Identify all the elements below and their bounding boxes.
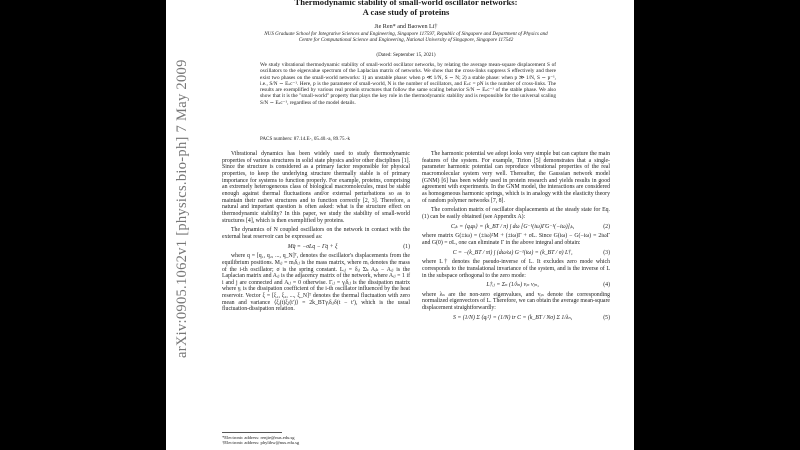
paragraph: The harmonic potential we adopt looks very simple but can capture the main features of the system. For example, Tirion [5] demonstrates that a single-parameter harmonic potential can reproduce vibrational properties of the real macromolecular system very well. Thereafter, the Gaussian network model (GNM) [6] has been widely used in protein research and yields results in good agreement with experiments. In the GNM model, the interactions are considered as homogeneous harmonic springs, which is in analogy with the elasticity theory of random polymer networks [7, 8]. bbox=[422, 151, 610, 204]
paragraph: where λₙ are the non-zero eigenvalues, and vᵢₙ denote the corresponding normalized eigenvectors of L. Therefore, we can obtain the average mean-square displacement straightforwardly: bbox=[422, 291, 610, 312]
left-column bbox=[222, 151, 410, 316]
right-column bbox=[422, 151, 610, 324]
paragraph: The dynamics of N coupled oscillators on the network in contact with the external heat reservoir can be expressed as: bbox=[222, 227, 410, 240]
equation-4 bbox=[422, 282, 610, 289]
paper-page bbox=[166, 0, 634, 450]
title-line-1: Thermodynamic stability of small-world oscillator networks: bbox=[294, 0, 518, 7]
equation-text: Cᵢₖ = ⟨qᵢqₖ⟩ = (k_BT / π) ∫ dω [G⁻¹(iω)ΓG⁻¹(−iω)]ᵢₖ, bbox=[450, 223, 575, 230]
equation-number: (1) bbox=[403, 243, 410, 250]
equation-text: Mq̈ = −σLq − Γq̇ + ξ bbox=[287, 243, 338, 250]
paragraph: where q = [q₁, q₂, ..., q_N]ᵀ, denotes the oscillator's displacements from the equilibrium positions. Mᵢⱼ = mᵢδᵢⱼ is the mass matrix, where mᵢ denotes the mass of the i-th oscillator; σ is the spring constant. Lᵢⱼ = δᵢⱼ Σₖ Aᵢₖ − Aᵢⱼ is the Laplacian matrix and Aᵢⱼ is the adjacency matrix of the network, where Aᵢⱼ = 1 if i and j are connected and Aᵢⱼ = 0 otherwise. Γᵢⱼ = γᵢδᵢⱼ is the dissipation matrix where γᵢ is the dissipation coefficient of the i-th oscillator influenced by the heat reservoir. Vector ξ = [ξ₁, ξ₂, ..., ξ_N]ᵀ denotes the thermal fluctuation with zero mean and variance ⟨ξᵢ(t)ξⱼ(t′)⟩ = 2k_BTγᵢδᵢⱼδ(t − t′), which is the usual fluctuation-dissipation relation. bbox=[222, 253, 410, 313]
footnote-1: *Electronic address: renjie@nus.edu.sg bbox=[222, 435, 295, 440]
equation-number: (4) bbox=[603, 282, 610, 289]
title-line-2: A case study of proteins bbox=[362, 7, 450, 17]
pacs-numbers: PACS numbers: 87.14.E-, 05.40.-a, 89.75.-k bbox=[260, 136, 351, 142]
equation-3 bbox=[422, 250, 610, 257]
arxiv-stamp: arXiv:0905.1062v1 [physics.bio-ph] 7 May 2009 bbox=[174, 59, 190, 358]
authors: Jie Ren* and Baowen Li† bbox=[374, 24, 438, 30]
affiliation: NUS Graduate School for Integrative Sciences and Engineering, Singapore 117597, Republic of Singapore and Department of Physics and Centre for Computational Science and Engineering, National University of Singapore, Singapore 117542 bbox=[264, 31, 548, 44]
equation-number: (3) bbox=[603, 249, 610, 256]
abstract: We study vibrational thermodynamic stability of small-world oscillator networks, by relating the average mean-square displacement S of oscillators to the eigenvalue spectrum of the Laplacian matrix of networks. We show that the cross-links suppress S effectively and there exist two phases on the small-world networks: 1) an unstable phase: when p ≪ 1/N, S ∼ N; 2) a stable phase: when p ≫ 1/N, S ∼ p⁻¹, i.e., S/N ∼ Eₛc⁻¹. Here, p is the parameter of small-world, N is the number of oscillators, and Eₛc = pN is the number of cross-links. The results are exemplified by various real protein structures that follow the same scaling behavior S/N ∼ Eₛc⁻¹ of the stable phase. We also show that it is the "small-world" property that plays the key role in the thermodynamic stability and is responsible for the universal scaling S/N ∼ Eₛc⁻¹, regardless of the model details. bbox=[260, 62, 556, 106]
equation-text: C = −(k_BT / πi) ∫ (dω/ω) G⁻¹(iω) = (k_BT / σ) L†, bbox=[452, 249, 573, 256]
paper-title bbox=[256, 0, 556, 17]
equation-number: (5) bbox=[603, 314, 610, 321]
equation-2 bbox=[422, 224, 610, 231]
date: (Dated: September 15, 2021) bbox=[376, 52, 436, 58]
paragraph: where matrix G(±iω) = (±iω)²M + (±iω)Γ + σL. Since G(iω) − G(−iω) = 2iωΓ and G(0) = σL, one can eliminate Γ in the above integral and obtain: bbox=[422, 233, 610, 246]
paragraph: Vibrational dynamics has been widely used to study thermodynamic properties of various structures in solid state physics and/or other disciplines [1]. Since the structure is considered as a primary factor responsible for physical properties, to keep the underlying structure thermally stable is of primary importance for systems to function properly. For example, proteins, comprising an extremely heterogeneous class of biological macromolecules, must be stable enough against thermal fluctuations and/or external perturbations so as to maintain their native structures and to function correctly [2, 3]. Therefore, a natural and important question is often asked: what is the structure effect on thermodynamic stability? In this paper, we study the stability of small-world structures [4], which is then exemplified by proteins. bbox=[222, 151, 410, 224]
equation-5 bbox=[422, 315, 610, 322]
footnote-rule bbox=[222, 432, 282, 433]
footnotes bbox=[222, 432, 410, 446]
equation-text: S = (1/N) Σ ⟨qᵢ²⟩ = (1/N) tr C = (k_BT / Nσ) Σ 1/λₙ, bbox=[452, 314, 573, 321]
paragraph: The correlation matrix of oscillator displacements at the steady state for Eq. (1) can be easily obtained (see Appendix A): bbox=[422, 207, 610, 220]
equation-text: L†ᵢⱼ = Σₙ (1/λₙ) vᵢₙ vⱼₙ, bbox=[486, 282, 539, 289]
equation-1 bbox=[222, 244, 410, 251]
equation-number: (2) bbox=[603, 223, 610, 230]
paragraph: where L† denotes the pseudo-inverse of L. It excludes zero mode which corresponds to the translational invariance of the system, and is the inverse of L in the subspace orthogonal to the zero mode: bbox=[422, 259, 610, 279]
footnote-2: †Electronic address: phylibw@nus.edu.sg bbox=[222, 440, 300, 446]
